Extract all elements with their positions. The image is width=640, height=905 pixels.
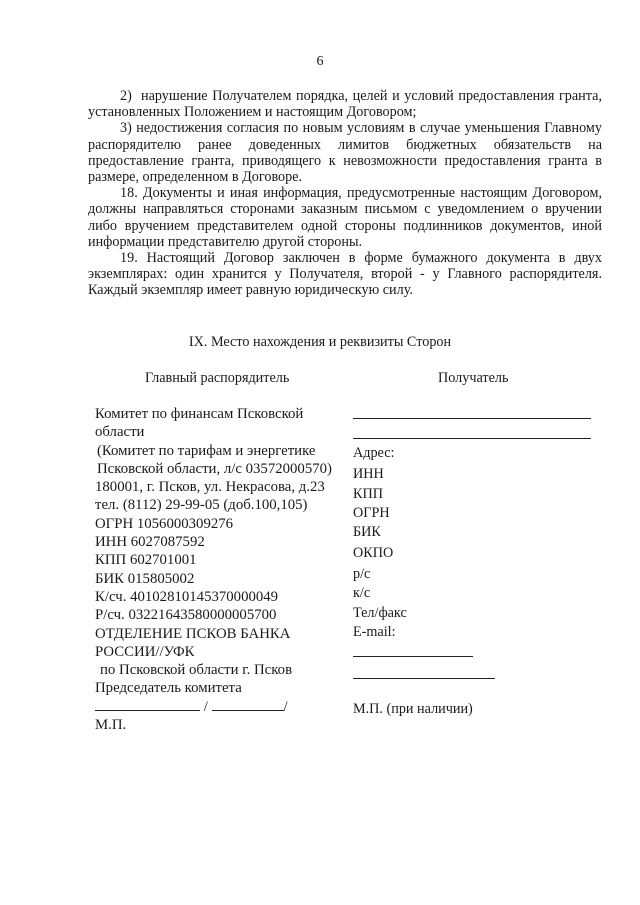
recipient-okpo-label: ОКПО (353, 545, 394, 561)
recipient-bik-label: БИК (353, 524, 381, 540)
left-line: К/сч. 40102810145370000049 (95, 588, 279, 605)
left-party-details (95, 405, 355, 734)
signature-separator: / (203, 698, 208, 715)
recipient-kpp-label: КПП (353, 486, 383, 502)
left-line: Псковской области, л/с 03572000570) (97, 460, 332, 477)
left-line: Комитет по финансам Псковской (95, 406, 304, 422)
signature-blank (95, 699, 200, 711)
recipient-signature-blank (353, 656, 473, 657)
recipient-telfax-label: Тел/факс (353, 605, 407, 621)
left-line: Председатель комитета (95, 680, 242, 697)
left-line: 180001, г. Псков, ул. Некрасова, д.23 (95, 479, 325, 496)
recipient-signature-blank (353, 678, 495, 679)
recipient-name-blank (353, 438, 591, 439)
left-line: тел. (8112) 29-99-05 (доб.100,105) (95, 497, 308, 514)
recipient-rs-label: р/с (353, 566, 371, 582)
name-blank (212, 699, 284, 711)
recipient-address-label: Адрес: (353, 445, 395, 461)
left-line: ОГРН 1056000309276 (95, 515, 234, 532)
left-line: ИНН 6027087592 (95, 534, 205, 551)
left-line: ОТДЕЛЕНИЕ ПСКОВ БАНКА (95, 625, 291, 642)
recipient-seal: М.П. (при наличии) (353, 701, 473, 717)
signature-line (95, 698, 355, 716)
paragraph-violation: 2) нарушение Получателем порядка, целей и условий предоставления гранта, установленных Положением и настоящим Договором; (88, 88, 602, 121)
contract-body (88, 88, 602, 299)
recipient-ogrn-label: ОГРН (353, 505, 390, 521)
left-seal: М.П. (95, 717, 127, 734)
left-line: (Комитет по тарифам и энергетике (97, 442, 316, 459)
left-line: КПП 602701001 (95, 552, 197, 569)
right-party-heading: Получатель (438, 370, 509, 386)
paragraph-19-copies: 19. Настоящий Договор заключен в форме бумажного документа в двух экземплярах: один хранится у Получателя, второй - у Главного распорядителя. Каждый экземпляр имеет равную юридическую силу. (88, 250, 602, 299)
left-line: РОССИИ//УФК (95, 643, 195, 660)
recipient-email-label: E-mail: (353, 624, 396, 640)
page-number: 6 (316, 54, 324, 69)
recipient-name-blank (353, 418, 591, 419)
recipient-ks-label: к/с (353, 585, 371, 601)
left-party-heading: Главный распорядитель (145, 370, 290, 386)
recipient-inn-label: ИНН (353, 466, 384, 482)
paragraph-limits: 3) недостижения согласия по новым условиям в случае уменьшения Главному распорядителю ранее доведенных лимитов бюджетных обязательств на предоставление гранта, приводящего к невозможности предоставления гранта в размере, определенном в Договоре. (88, 120, 602, 186)
paragraph-18-documents: 18. Документы и иная информация, предусмотренные настоящим Договором, должны направляться сторонами заказным письмом с уведомлением о вручении либо вручением представителем одной стороны подлинников документов, иной информации представителю другой стороны. (88, 185, 602, 250)
section-heading: IX. Место нахождения и реквизиты Сторон (188, 334, 452, 350)
left-line: Р/сч. 03221643580000005700 (95, 607, 277, 624)
left-line: области (95, 424, 145, 441)
left-line: по Псковской области г. Псков (100, 662, 293, 679)
signature-separator: / (283, 698, 288, 715)
left-line: БИК 015805002 (95, 570, 195, 587)
